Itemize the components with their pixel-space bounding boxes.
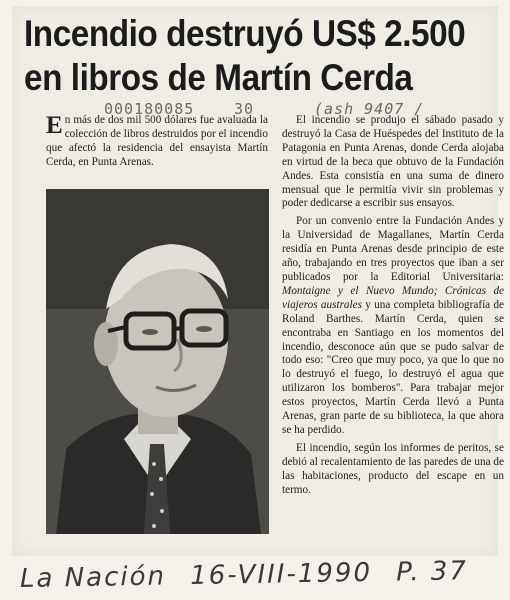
headline-line-1: Incendio destruyó US$ 2.500 xyxy=(24,13,466,54)
portrait-illustration xyxy=(46,189,269,534)
body-paragraph-2: Por un convenio entre la Fundación Andes y la Universidad de Magallanes, Martín Cerda residía en Punta Arenas desde principio de este año, trabajando en tres proyectos que iban a ser publicados por la Editorial Universitaria: Montaigne y el Nuevo Mundo; Crónicas de viajeros australes y una completa bibliografía de Roland Barthes. Martín Cerda, quien se encontraba en Santiago en los momentos del incendio, desconoce aún que se pudo salvar de todo eso: "Creo que muy poco, ya que lo que no lo destruyó el fuego, lo destruyó el agua que utilizaron los bomberos". Para trabajar mejor estos proyectos, Martín Cerda llevó a Punta Arenas, gran parte de su biblioteca, la que ahora se ha perdido. xyxy=(282,215,505,436)
handwritten-source-note xyxy=(20,556,482,594)
newspaper-clipping xyxy=(12,6,505,556)
handwritten-number: 30 xyxy=(234,100,255,118)
body-paragraph-1: El incendio se produjo el sábado pasado y destruyó la Casa de Huéspedes del Instituto de la Patagonia en Punta Arenas, donde Cerda alojaba en virtud de la beca que obtuvo de la Fundación Andes. Esta consistía en una suma de dinero mensual que le permitía vivir sin problemas y poder dedicarse a escribir sus ensayos. xyxy=(282,114,504,210)
drop-cap: E xyxy=(46,112,63,139)
lead-paragraph xyxy=(46,114,268,174)
source-page: P. 37 xyxy=(395,556,469,588)
source-name: La Nación xyxy=(19,561,167,595)
article-body xyxy=(282,114,504,501)
body-paragraph-3: El incendio, según los informes de peritos, se debió al recalentamiento de las paredes de una de las habitaciones, producto del escape en un termo. xyxy=(282,441,504,496)
handwritten-catalog-mark: (ash 9407 / xyxy=(314,100,425,118)
handwritten-code: 000180085 xyxy=(104,100,195,118)
headline xyxy=(24,12,466,100)
lead-text: n más de dos mil 500 dólares fue avaluada la colección de libros destruidos por el incendio que afectó la residencia del ensayista Martín Cerda, en Punta Arenas. xyxy=(46,114,268,168)
book-titles: Montaigne y el Nuevo Mundo; Crónicas de viajeros australes xyxy=(282,284,504,311)
headline-line-2: en libros de Martín Cerda xyxy=(24,57,413,98)
source-date: 16-VIII-1990 xyxy=(189,557,373,592)
portrait-photo xyxy=(46,189,269,534)
